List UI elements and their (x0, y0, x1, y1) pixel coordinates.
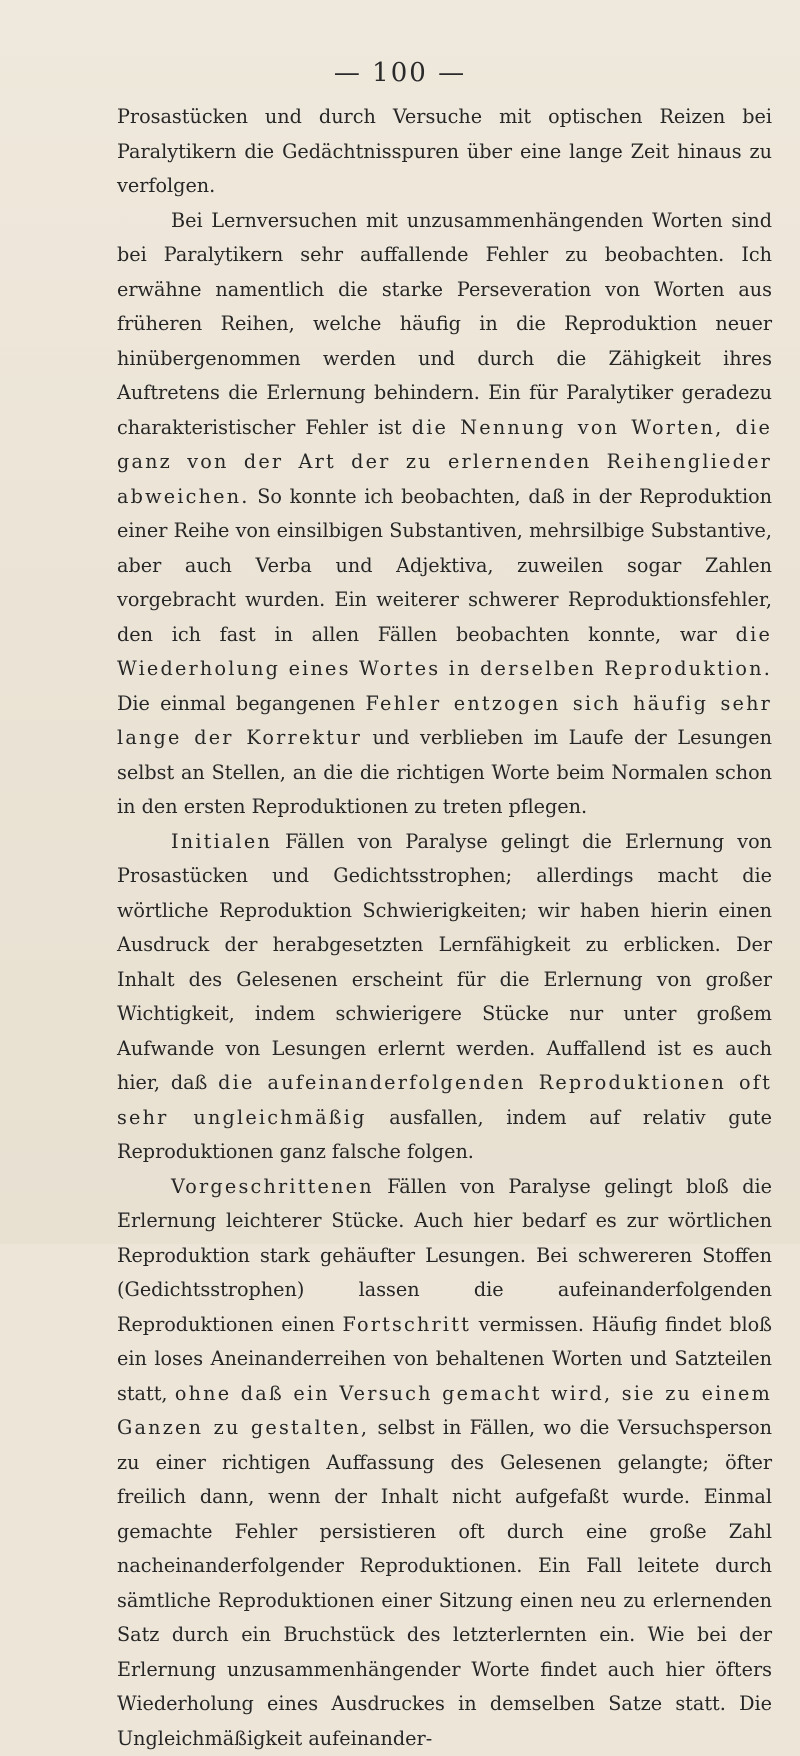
text-segment: So konnte ich beobachten, daß in der Reproduktion einer Reihe von einsilbigen Substantiven, mehrsilbige Substantive, aber auch Verba und Adjektiva, zuweilen sogar Zahlen vorgebracht wurden. Ein weiterer schwerer Reproduktionsfehler, den ich fast in allen Fällen beobachten konnte, war (117, 485, 772, 646)
paragraph (117, 204, 772, 825)
text-segment: vermissen. Häufig findet bloß ein loses Aneinanderreihen von behaltenen Worten und Satzteilen statt, (117, 1313, 772, 1405)
text-segment: Bei Lernversuchen mit unzusammenhängenden Worten sind bei Paralytikern sehr auffallende Fehler zu beobachten. Ich erwähne namentlich die starke Perseveration von Worten aus früheren Reihen, welche häufig in die Reproduktion neuer hinübergenommen werden und durch die Zähigkeit ihres Auftretens die Erlernung behindern. Ein für Paralytiker geradezu charakteristischer Fehler ist (117, 209, 772, 439)
spaced-emphasis: ohne daß ein Versuch gemacht wird, sie zu einem Ganzen zu gestalten, (117, 1382, 772, 1440)
text-segment: und verblieben im Laufe der Lesungen selbst an Stellen, an die die richtigen Worte beim Normalen schon in den ersten Reproduktionen zu treten pflegen. (117, 726, 772, 818)
spaced-emphasis: Vorgeschrittenen (171, 1175, 374, 1198)
spaced-emphasis: Fortschritt (343, 1313, 472, 1336)
text-segment: Fällen von Paralyse gelingt bloß die Erlernung leichterer Stücke. Auch hier bedarf es zur wörtlichen Reproduktion stark gehäufter Lesungen. Bei schwereren Stoffen (Gedichtsstrophen) lassen die aufeinanderfolgenden Reproduktionen einen (117, 1175, 772, 1336)
spaced-emphasis: die Wiederholung eines Wortes in derselben Reproduktion. (117, 623, 772, 681)
spaced-emphasis: die aufeinanderfolgenden Reproduktionen oft sehr ungleichmäßig (117, 1071, 772, 1129)
spaced-emphasis: Fehler entzogen sich häufig sehr lange der Korrektur (117, 692, 772, 750)
page-number: — 100 — (0, 58, 800, 88)
text-segment: ausfallen, indem auf relativ gute Reproduktionen ganz falsche folgen. (117, 1106, 772, 1164)
text-segment: Prosastücken und durch Versuche mit optischen Reizen bei Paralytikern die Gedächtnisspuren über eine lange Zeit hinaus zu verfolgen. (117, 105, 772, 197)
text-segment: selbst in Fällen, wo die Versuchsperson zu einer richtigen Auffassung des Gelesenen gelangte; öfter freilich dann, wenn der Inhalt nicht aufgefaßt wurde. Einmal gemachte Fehler persistieren oft durch eine große Zahl nacheinanderfolgender Reproduktionen. Ein Fall leitete durch sämtliche Reproduktionen einer Sitzung einen neu zu erlernenden Satz durch ein Bruchstück des letzterlernten ein. Wie bei der Erlernung unzusammenhängender Worte findet auch hier öfters Wiederholung eines Ausdruckes in demselben Satze statt. Die Ungleichmäßigkeit aufeinander- (117, 1416, 772, 1750)
paragraph (117, 1170, 772, 1756)
spaced-emphasis: die Nennung von Worten, die ganz von der Art der zu erlernenden Reihenglieder abweichen. (117, 416, 772, 508)
text-segment: Fällen von Paralyse gelingt die Erlernung von Prosastücken und Gedichtsstrophen; allerdings macht die wörtliche Reproduktion Schwierigkeiten; wir haben hierin einen Ausdruck der herabgesetzten Lernfähigkeit zu erblicken. Der Inhalt des Gelesenen erscheint für die Erlernung von großer Wichtigkeit, indem schwierigere Stücke nur unter großem Aufwande von Lesungen erlernt werden. Auffallend ist es auch hier, daß (117, 830, 772, 1095)
body-text (117, 100, 772, 1756)
spaced-emphasis: Initialen (171, 830, 272, 853)
paragraph (117, 100, 772, 204)
text-segment: Die einmal begangenen (117, 692, 366, 715)
paragraph (117, 825, 772, 1170)
